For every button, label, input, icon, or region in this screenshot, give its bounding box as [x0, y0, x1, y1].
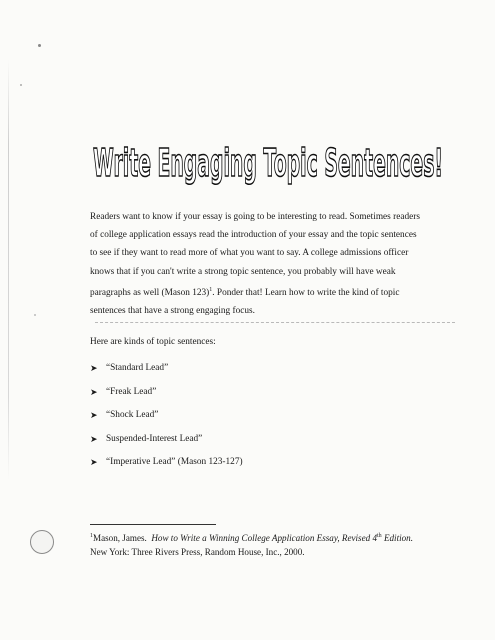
binder-hole: [30, 530, 54, 554]
footnote-edition: Edition.: [383, 533, 414, 544]
footnote: [90, 529, 470, 559]
intro-line: [90, 281, 420, 302]
intro-paragraph: [90, 208, 420, 320]
footnote-line: [90, 529, 470, 545]
footnote-publisher: New York: Three Rivers Press, Random House, Inc., 2000.: [90, 547, 305, 558]
list-item-label: “Standard Lead”: [106, 363, 169, 373]
list-item-label: “Shock Lead”: [106, 410, 159, 420]
citation-text: paragraphs as well (Mason 123): [90, 287, 210, 298]
intro-line: Readers want to know if your essay is going to be interesting to read. Sometimes readers: [90, 212, 420, 222]
arrow-bullet-icon: ➤: [90, 457, 98, 467]
footnote-divider: [90, 524, 216, 525]
footnote-number: 1: [90, 533, 93, 539]
arrow-bullet-icon: ➤: [90, 410, 98, 420]
scan-speck: [20, 84, 22, 86]
list-item-label: “Imperative Lead” (Mason 123-127): [106, 457, 243, 467]
scan-dashed-line: [95, 322, 455, 323]
list-item-label: Suspended-Interest Lead”: [106, 433, 203, 444]
scan-speck: [38, 44, 41, 47]
list-item: [90, 386, 243, 410]
footnote-marker: 1: [209, 286, 213, 293]
list-item: [90, 456, 243, 480]
intro-line: of college application essays read the introduction of your essay and the topic sentences: [90, 230, 417, 241]
intro-text: . Ponder that! Learn how to write the kind of topic: [212, 287, 400, 298]
edition-superscript: th: [377, 533, 382, 539]
footnote-author: Mason, James.: [93, 533, 147, 544]
title-graphic: [88, 128, 448, 190]
arrow-bullet-icon: ➤: [90, 363, 98, 373]
topic-sentence-list: [90, 362, 243, 480]
list-item: [90, 362, 243, 386]
list-item: [90, 409, 243, 433]
intro-line: sentences that have a strong engaging focus.: [90, 306, 255, 317]
title-text: Write Engaging Topic Sentences!: [93, 141, 443, 185]
scan-speck: [34, 314, 36, 316]
page-title: [88, 128, 448, 190]
intro-line: to see if they want to read more of what you want to say. A college admissions officer: [90, 248, 409, 259]
arrow-bullet-icon: ➤: [90, 386, 98, 397]
intro-line: knows that if you can't write a strong topic sentence, you probably will have weak: [90, 266, 396, 277]
list-item-label: “Freak Lead”: [106, 386, 157, 397]
scan-margin-line: [8, 60, 9, 480]
arrow-bullet-icon: ➤: [90, 433, 98, 444]
list-heading: Here are kinds of topic sentences:: [90, 337, 216, 347]
list-item: [90, 433, 243, 457]
footnote-book-title: How to Write a Winning College Application Essay, Revised 4: [151, 533, 377, 544]
